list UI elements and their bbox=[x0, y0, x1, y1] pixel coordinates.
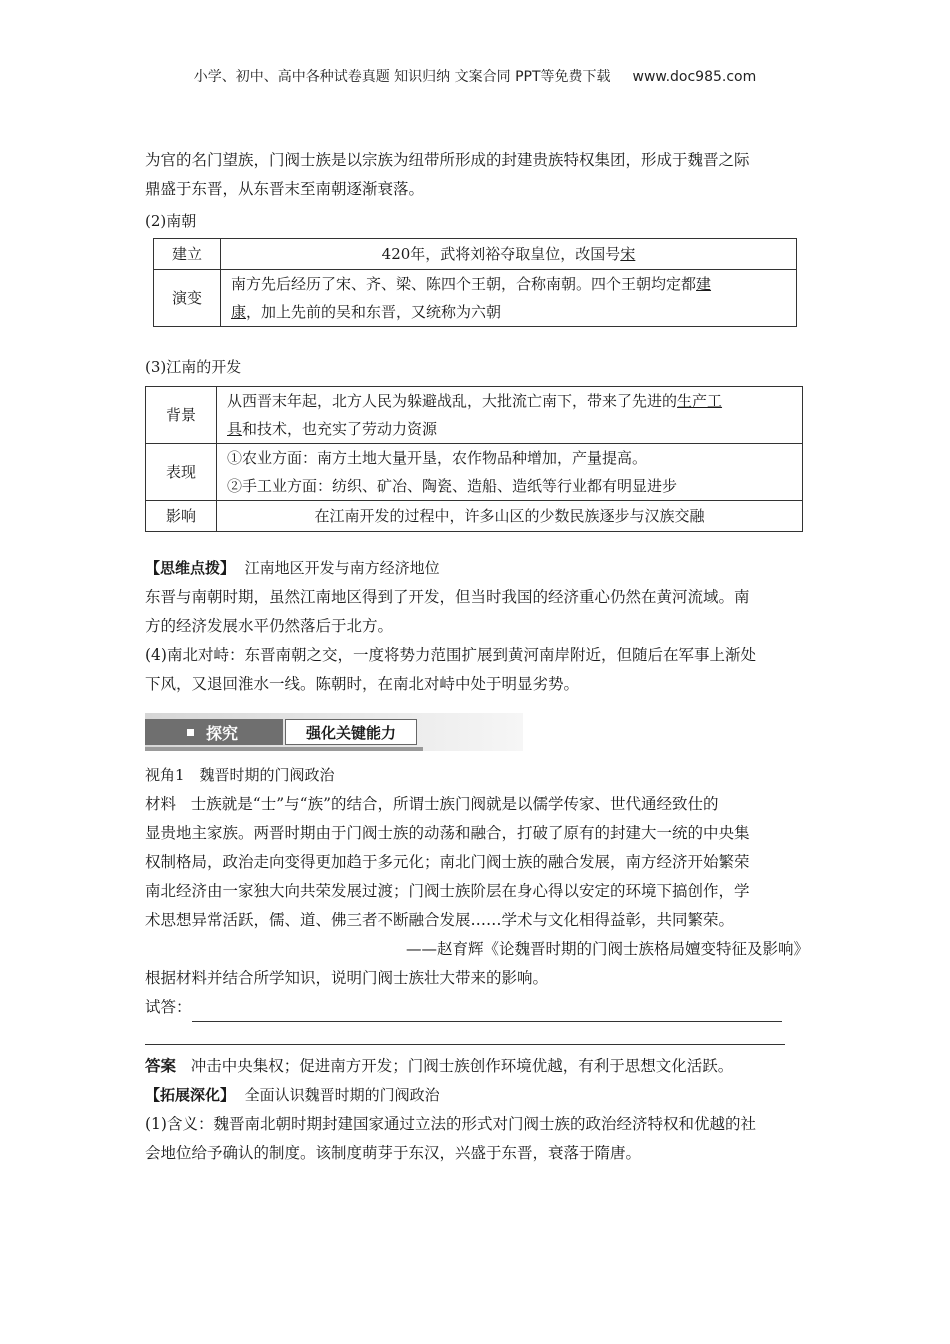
intro-line-2: 鼎盛于东晋，从东晋末至南朝逐渐衰落。 bbox=[145, 180, 425, 198]
row-key: 表现 bbox=[146, 444, 217, 501]
intro-line-1: 为官的名门望族，门阀士族是以宗族为纽带所形成的封建贵族特权集团，形成于魏晋之际 bbox=[145, 151, 750, 169]
view-1-title: 视角1 魏晋时期的门阀政治 bbox=[145, 766, 335, 784]
underlined-term: 生产工 bbox=[677, 392, 723, 410]
row-value bbox=[217, 444, 803, 501]
material-label: 材料 bbox=[145, 795, 177, 813]
row-value bbox=[221, 239, 797, 270]
header-url[interactable]: www.doc985.com bbox=[632, 69, 757, 85]
question-text: 根据材料并结合所学知识，说明门阀士族壮大带来的影响。 bbox=[145, 969, 549, 987]
southern-dynasties-table bbox=[153, 238, 797, 327]
section-title-jiangnan: (3)江南的开发 bbox=[145, 358, 242, 376]
thinking-tip-title: 江南地区开发与南方经济地位 bbox=[244, 559, 440, 577]
square-bullet-icon bbox=[187, 729, 194, 736]
row-value-text: 和技术，也充实了劳动力资源 bbox=[242, 420, 438, 438]
table-row bbox=[154, 239, 797, 270]
row-key: 影响 bbox=[146, 501, 217, 532]
row-value-text: 420年，武将刘裕夺取皇位，改国号 bbox=[381, 245, 621, 263]
material-source: ——赵育辉《论魏晋时期的门阀士族格局嬗变特征及影响》 bbox=[405, 940, 809, 958]
jiangnan-table bbox=[145, 386, 803, 532]
answer-input-line-1[interactable] bbox=[192, 1001, 782, 1022]
underlined-term: 康 bbox=[231, 303, 247, 321]
thinking-tip-line-2: 方的经济发展水平仍然落后于北方。 bbox=[145, 617, 394, 635]
material-line-4: 南北经济由一家独大向共荣发展过渡；门阀士族阶层在身心得以安定的环境下搞创作，学 bbox=[145, 882, 750, 900]
row-value-text: 从西晋末年起，北方人民为躲避战乱，大批流亡南下，带来了先进的 bbox=[227, 392, 678, 410]
row-value-text: ②手工业方面：纺织、矿冶、陶瓷、造船、造纸等行业都有明显进步 bbox=[227, 477, 678, 495]
page-header bbox=[0, 66, 950, 86]
row-value-text: 南方先后经历了宋、齐、梁、陈四个王朝，合称南朝。四个王朝均定都 bbox=[231, 275, 697, 293]
row-key: 演变 bbox=[154, 270, 221, 327]
answer-text: 冲击中央集权；促进南方开发；门阀士族创作环境优越，有利于思想文化活跃。 bbox=[190, 1057, 734, 1075]
row-key: 背景 bbox=[146, 387, 217, 444]
table-row bbox=[146, 387, 803, 444]
table-row bbox=[146, 501, 803, 532]
material-text: 士族就是“士”与“族”的结合，所谓士族门阀就是以儒学传家、世代通经致仕的 bbox=[190, 795, 719, 813]
explore-banner-label bbox=[145, 719, 283, 745]
section-title-southern-dynasties: (2)南朝 bbox=[145, 212, 197, 230]
underlined-term: 具 bbox=[227, 420, 243, 438]
material-line-1 bbox=[145, 790, 809, 819]
try-label: 试答： bbox=[145, 998, 192, 1016]
banner-divider bbox=[145, 747, 423, 751]
material-line-5: 术思想异常活跃，儒、道、佛三者不断融合发展……学术与文化相得益彰，共同繁荣。 bbox=[145, 911, 735, 929]
thinking-tip-heading bbox=[145, 554, 809, 583]
answer-input-line-2[interactable] bbox=[145, 1022, 785, 1045]
answer-label: 答案 bbox=[145, 1056, 177, 1075]
section-4-line-1: (4)南北对峙：东晋南朝之交，一度将势力范围扩展到黄河南岸附近，但随后在军事上渐处 bbox=[145, 646, 756, 664]
thinking-tip-line-1: 东晋与南朝时期，虽然江南地区得到了开发，但当时我国的经济重心仍然在黄河流域。南 bbox=[145, 588, 750, 606]
extension-title: 全面认识魏晋时期的门阀政治 bbox=[244, 1086, 440, 1104]
document-body bbox=[145, 146, 809, 1168]
material-line-3: 权制格局，政治走向变得更加趋于多元化；南北门阀士族的融合发展，南方经济开始繁荣 bbox=[145, 853, 750, 871]
explore-banner-text: 探究 bbox=[206, 723, 239, 743]
row-key: 建立 bbox=[154, 239, 221, 270]
underlined-term: 建 bbox=[696, 275, 712, 293]
explore-banner-subtitle: 强化关键能力 bbox=[285, 719, 417, 745]
explore-banner bbox=[145, 713, 523, 751]
row-value bbox=[221, 270, 797, 327]
answer-attempt-line bbox=[145, 993, 809, 1022]
row-value-text: ，加上先前的吴和东晋，又统称为六朝 bbox=[246, 303, 502, 321]
table-row bbox=[154, 270, 797, 327]
table-row bbox=[146, 444, 803, 501]
material-line-2: 显贵地主家族。两晋时期由于门阀士族的动荡和融合，打破了原有的封建大一统的中央集 bbox=[145, 824, 750, 842]
extension-line-1: (1)含义：魏晋南北朝时期封建国家通过立法的形式对门阀士族的政治经济特权和优越的社 bbox=[145, 1115, 756, 1133]
section-4-line-2: 下风，又退回淮水一线。陈朝时，在南北对峙中处于明显劣势。 bbox=[145, 675, 580, 693]
header-text: 小学、初中、高中各种试卷真题 知识归纳 文案合同 PPT等免费下载 bbox=[193, 69, 611, 85]
underlined-term: 宋 bbox=[620, 245, 636, 263]
thinking-tip-tag: 【思维点拨】 bbox=[145, 559, 236, 577]
extension-line-2: 会地位给予确认的制度。该制度萌芽于东汉，兴盛于东晋，衰落于隋唐。 bbox=[145, 1144, 642, 1162]
row-value-text: ①农业方面：南方土地大量开垦，农作物品种增加，产量提高。 bbox=[227, 449, 648, 467]
row-value: 在江南开发的过程中，许多山区的少数民族逐步与汉族交融 bbox=[217, 501, 803, 532]
extension-heading bbox=[145, 1081, 809, 1110]
row-value bbox=[217, 387, 803, 444]
extension-tag: 【拓展深化】 bbox=[145, 1086, 236, 1104]
answer-line bbox=[145, 1051, 809, 1081]
